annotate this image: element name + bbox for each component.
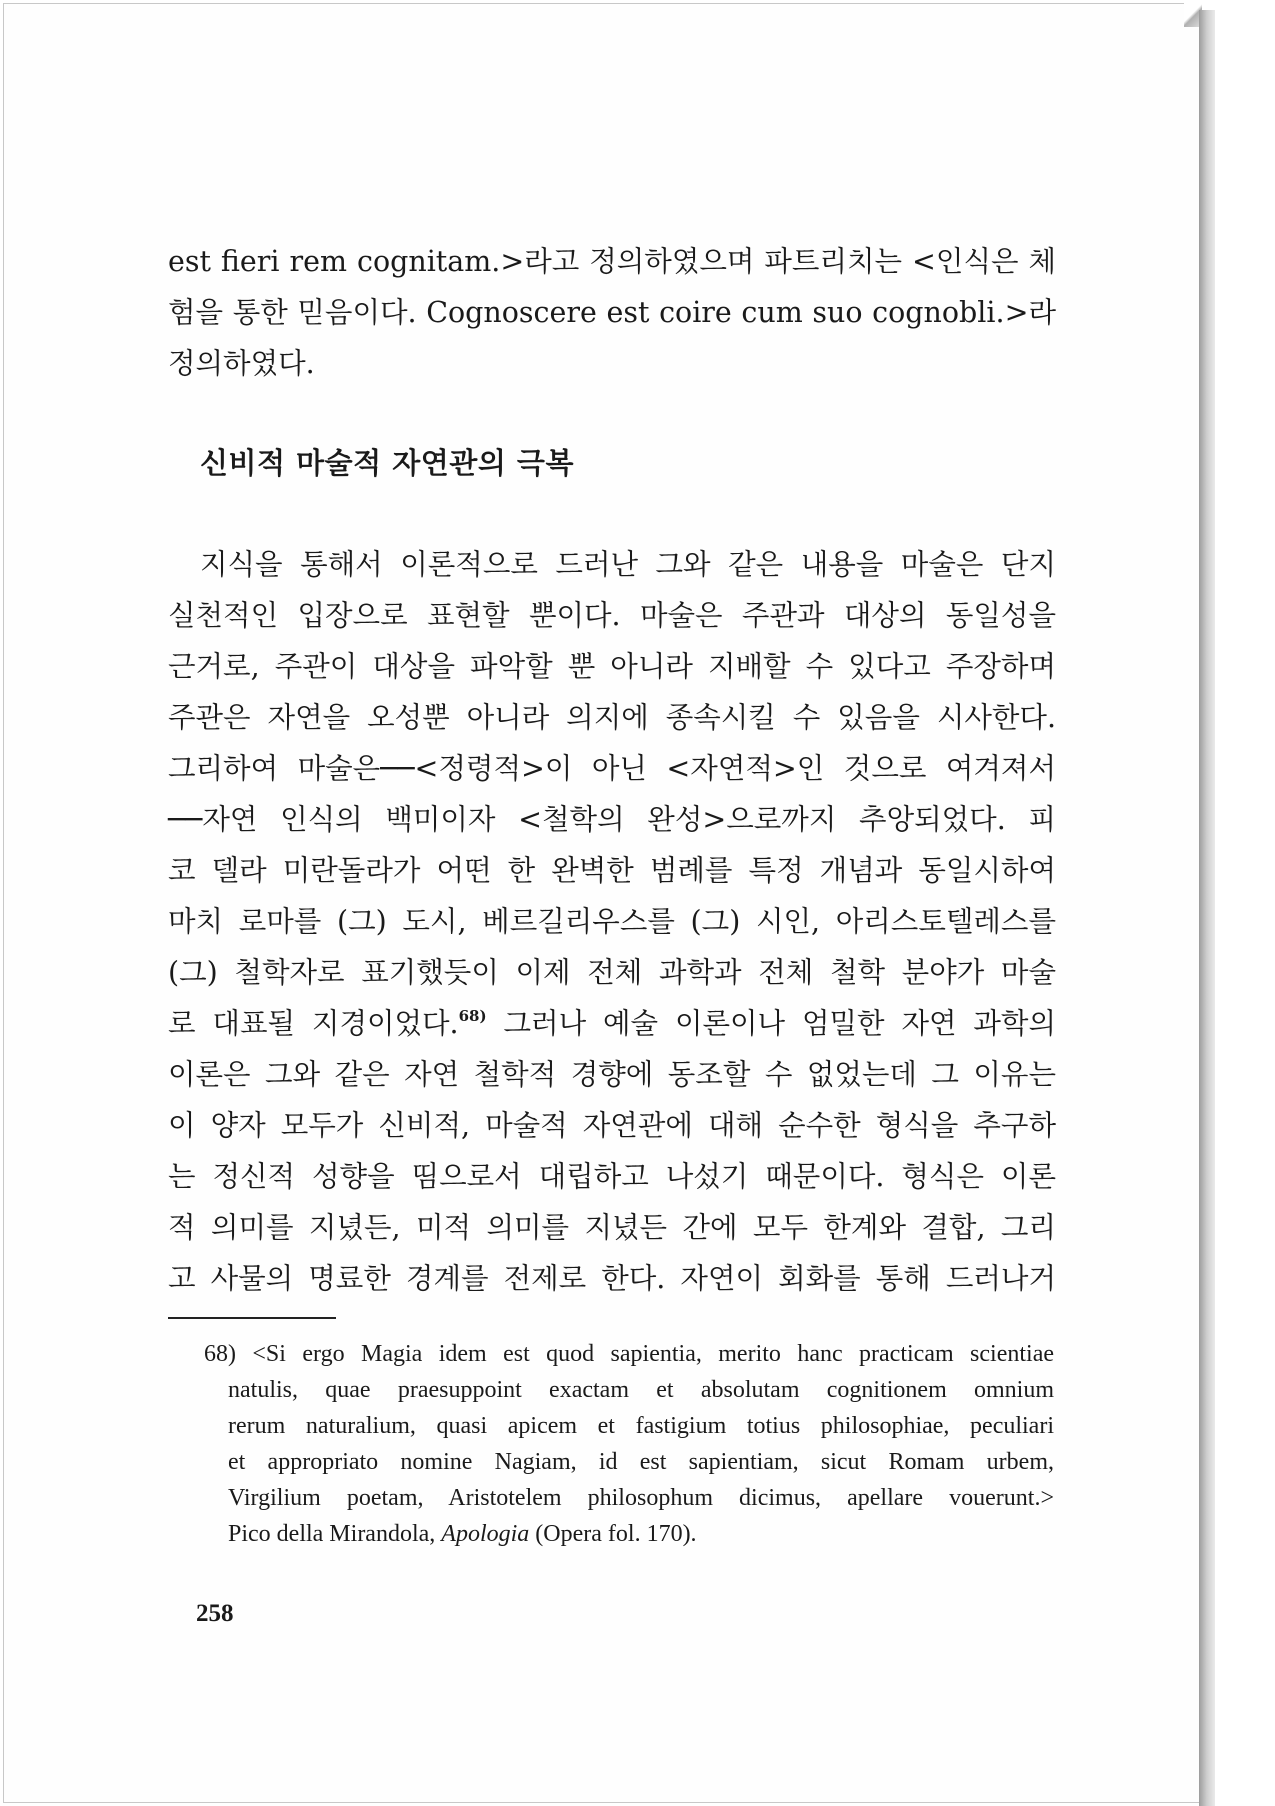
text-line: ──자연 인식의 백미이자 <철학의 완성>으로까지 추앙되었다. 피 [168, 803, 1056, 836]
text-line: 지식을 통해서 이론적으로 드러난 그와 같은 내용을 마술은 단지 [200, 548, 1056, 581]
text-line: 이론은 그와 같은 자연 철학적 경향에 동조할 수 없었는데 그 이유는 [168, 1058, 1056, 1091]
text-line: 그리하여 마술은──<정령적>이 아닌 <자연적>인 것으로 여겨져서 [168, 752, 1056, 785]
section-heading: 신비적 마술적 자연관의 극복 [200, 446, 574, 480]
text-line: 근거로, 주관이 대상을 파악할 뿐 아니라 지배할 수 있다고 주장하며 [168, 650, 1056, 683]
text-line: 적 의미를 지녔든, 미적 의미를 지녔든 간에 모두 한계와 결합, 그리 [168, 1211, 1056, 1244]
text-line: 코 델라 미란돌라가 어떤 한 완벽한 범례를 특정 개념과 동일시하여 [168, 854, 1056, 887]
text-line: 정의하였다. [168, 347, 315, 380]
intro-paragraph [168, 236, 1056, 389]
footnote-line: natulis, quae praesuppoint exactam et absolutam cognitionem omnium [228, 1377, 1054, 1403]
body-paragraph [168, 539, 1056, 1304]
footnote-citation: Pico della Mirandola, Apologia (Opera fol. 170). [228, 1521, 697, 1547]
footnote-68 [204, 1336, 1054, 1552]
text-line: 험을 통한 믿음이다. Cognoscere est coire cum suo cognobli.>라 [168, 296, 1056, 329]
text-line: 이 양자 모두가 신비적, 마술적 자연관에 대해 순수한 형식을 추구하 [168, 1109, 1056, 1142]
footnote-line: Virgilium poetam, Aristotelem philosophum dicimus, apellare vouerunt.> [228, 1485, 1054, 1511]
text-line: 주관은 자연을 오성뿐 아니라 의지에 종속시킬 수 있음을 시사한다. [168, 701, 1056, 734]
page-edge-shadow [1199, 10, 1215, 1806]
text-line-with-footnote: 로 대표될 지경이었다.$^{68)}$ 그러나 예술 이론이나 엄밀한 자연 과학의 [168, 1007, 1056, 1040]
text-line: 는 정신적 성향을 띰으로서 대립하고 나섰기 때문이다. 형식은 이론 [168, 1160, 1056, 1193]
footnote-line: et appropriato nomine Nagiam, id est sapientiam, sicut Romam urbem, [228, 1449, 1054, 1475]
text-line: 마치 로마를 (그) 도시, 베르길리우스를 (그) 시인, 아리스토텔레스를 [168, 905, 1056, 938]
footnote-line: 68) <Si ergo Magia idem est quod sapientia, merito hanc practicam scientiae [204, 1341, 1054, 1367]
footnote-line: rerum naturalium, quasi apicem et fastigium totius philosophiae, peculiari [228, 1413, 1054, 1439]
text-line: (그) 철학자로 표기했듯이 이제 전체 과학과 전체 철학 분야가 마술 [168, 956, 1056, 989]
footnote-divider [168, 1317, 336, 1319]
text-line: 고 사물의 명료한 경계를 전제로 한다. 자연이 회화를 통해 드러나거 [168, 1262, 1056, 1295]
page-number: 258 [196, 1600, 234, 1627]
book-title: Apologia [441, 1521, 530, 1547]
text-line: 실천적인 입장으로 표현할 뿐이다. 마술은 주관과 대상의 동일성을 [168, 599, 1056, 632]
text-line: est fieri rem cognitam.>라고 정의하였으며 파트리치는 <인식은 체 [168, 245, 1056, 278]
footnote-marker[interactable]: 68) [458, 1007, 487, 1025]
